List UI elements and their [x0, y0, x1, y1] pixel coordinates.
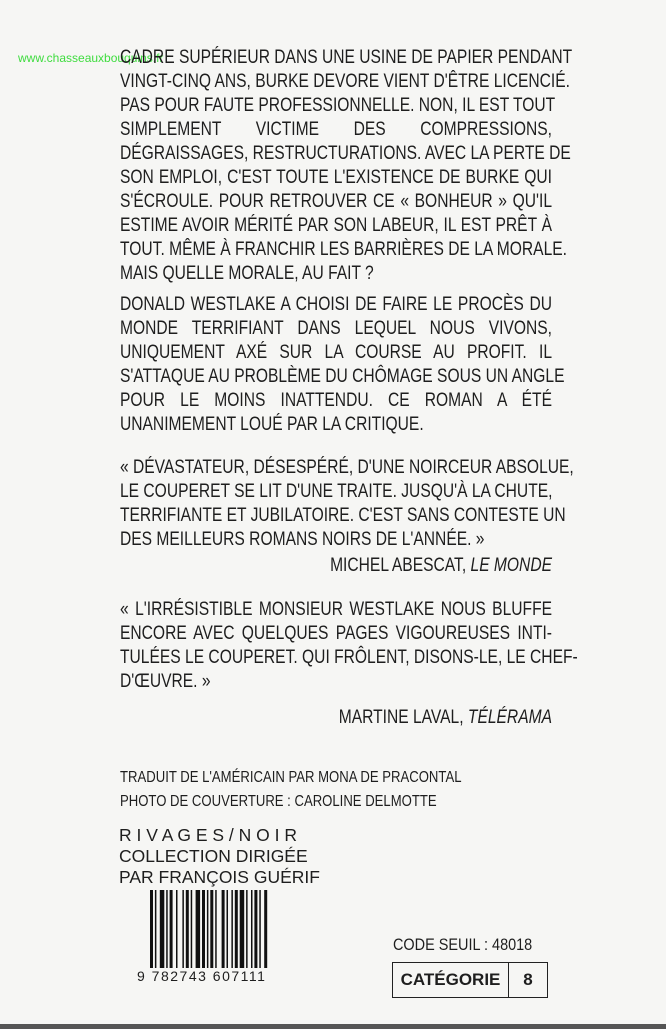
barcode-bar	[202, 890, 205, 968]
text-line: UNIQUEMENT AXÉ SUR LA COURSE AU PROFIT. IL	[120, 341, 552, 363]
text-line: VINGT-CINQ ANS, BURKE DEVORE VIENT D'ÊTRE LICENCIÉ.	[120, 70, 570, 92]
photo-credit: PHOTO DE COUVERTURE : CAROLINE DELMOTTE	[120, 793, 437, 810]
quote-author: MARTINE LAVAL,	[338, 706, 464, 728]
text-line: DÉGRAISSAGES, RESTRUCTURATIONS. AVEC LA PERTE DE	[120, 142, 571, 164]
text-line: S'ATTAQUE AU PROBLÈME DU CHÔMAGE SOUS UN ANGLE	[120, 365, 565, 387]
translator-credit: TRADUIT DE L'AMÉRICAIN PAR MONA DE PRACONTAL	[120, 769, 462, 786]
text-line: TERRIFIANTE ET JUBILATOIRE. C'EST SANS CONTESTE UN	[120, 504, 566, 526]
barcode-bar	[240, 890, 245, 968]
barcode-bar	[235, 890, 238, 968]
text-line: POUR LE MOINS INATTENDU. CE ROMAN A ÉTÉ	[120, 389, 552, 411]
barcode-bar	[246, 890, 248, 968]
barcode-bar	[150, 890, 153, 968]
text-line: CADRE SUPÉRIEUR DANS UNE USINE DE PAPIER PENDANT	[120, 46, 573, 68]
credits	[120, 766, 530, 814]
code-seuil: CODE SEUIL : 48018	[393, 935, 533, 954]
category-box	[392, 962, 548, 998]
text-line: ENCORE AVEC QUELQUES PAGES VIGOUREUSES INTI-	[120, 622, 552, 644]
press-quote-1	[120, 455, 574, 577]
quote-attribution	[120, 705, 552, 729]
text-line: SON EMPLOI, C'EST TOUTE L'EXISTENCE DE BURKE QUI	[120, 166, 552, 188]
barcode-bar	[182, 890, 184, 968]
watermark: www.chasseauxbouquins.fr	[18, 51, 164, 65]
text-line: UNANIMEMENT LOUÉ PAR LA CRITIQUE.	[120, 413, 424, 435]
category-value: 8	[523, 970, 533, 989]
collection-name: R I V A G E S / N O I R	[119, 825, 297, 845]
text-line: MONDE TERRIFIANT DANS LEQUEL NOUS VIVONS,	[120, 317, 552, 339]
barcode-bar	[227, 890, 229, 968]
barcode-bar	[166, 890, 168, 968]
barcode-bar	[254, 890, 257, 968]
collection-line: PAR FRANÇOIS GUÉRIF	[119, 867, 320, 887]
text-line: TOUT. MÊME À FRANCHIR LES BARRIÈRES DE LA MORALE.	[120, 238, 568, 260]
barcode-bar	[215, 890, 217, 968]
barcode-bar	[155, 890, 157, 968]
isbn-number: 9 782743 607111	[137, 968, 267, 984]
text-line: MAIS QUELLE MORALE, AU FAIT ?	[120, 262, 374, 284]
barcode-bar	[222, 890, 225, 968]
barcode-bar	[196, 890, 201, 968]
synopsis-paragraph-2	[120, 292, 565, 436]
text-line: « DÉVASTATEUR, DÉSESPÉRÉ, D'UNE NOIRCEUR ABSOLUE,	[120, 456, 574, 478]
barcode-bar	[264, 890, 267, 968]
barcode	[150, 890, 280, 968]
barcode-bar	[186, 890, 189, 968]
barcode-bar	[259, 890, 261, 968]
text-line: LE COUPERET SE LIT D'UNE TRAITE. JUSQU'À LA CHUTE,	[120, 480, 553, 502]
quote-source: TÉLÉRAMA	[467, 706, 552, 728]
bottom-edge	[0, 1024, 666, 1029]
text-line: DONALD WESTLAKE A CHOISI DE FAIRE LE PROCÈS DU	[120, 293, 552, 315]
text-line: PAS POUR FAUTE PROFESSIONNELLE. NON, IL EST TOUT	[120, 94, 556, 116]
barcode-bar	[251, 890, 253, 968]
barcode-bar	[170, 890, 173, 968]
barcode-bar	[231, 890, 233, 968]
barcode-bar	[210, 890, 213, 968]
barcode-bar	[160, 890, 165, 968]
quote-author: MICHEL ABESCAT,	[330, 554, 467, 576]
barcode-bar	[191, 890, 193, 968]
quote-source: LE MONDE	[470, 554, 552, 576]
collection-line: COLLECTION DIRIGÉE	[119, 846, 308, 866]
barcode-bar	[176, 890, 178, 968]
synopsis-paragraph-1	[120, 45, 573, 285]
text-line: ESTIME AVOIR MÉRITÉ PAR SON LABEUR, IL EST PRÊT À	[120, 214, 552, 236]
press-quote-2	[120, 597, 578, 729]
collection-info	[119, 825, 320, 888]
text-line: D'ŒUVRE. »	[120, 670, 211, 692]
text-line: S'ÉCROULE. POUR RETROUVER CE « BONHEUR » QU'IL	[120, 190, 552, 212]
barcode-bar	[207, 890, 209, 968]
text-line: TULÉES LE COUPERET. QUI FRÔLENT, DISONS-LE, LE CHEF-	[120, 646, 578, 668]
category-label: CATÉGORIE	[393, 963, 509, 997]
quote-attribution	[120, 553, 552, 577]
text-line: « L'IRRÉSISTIBLE MONSIEUR WESTLAKE NOUS BLUFFE	[120, 598, 552, 620]
text-line: SIMPLEMENT VICTIME DES COMPRESSIONS,	[120, 118, 552, 140]
text-line: DES MEILLEURS ROMANS NOIRS DE L'ANNÉE. »	[120, 528, 485, 550]
